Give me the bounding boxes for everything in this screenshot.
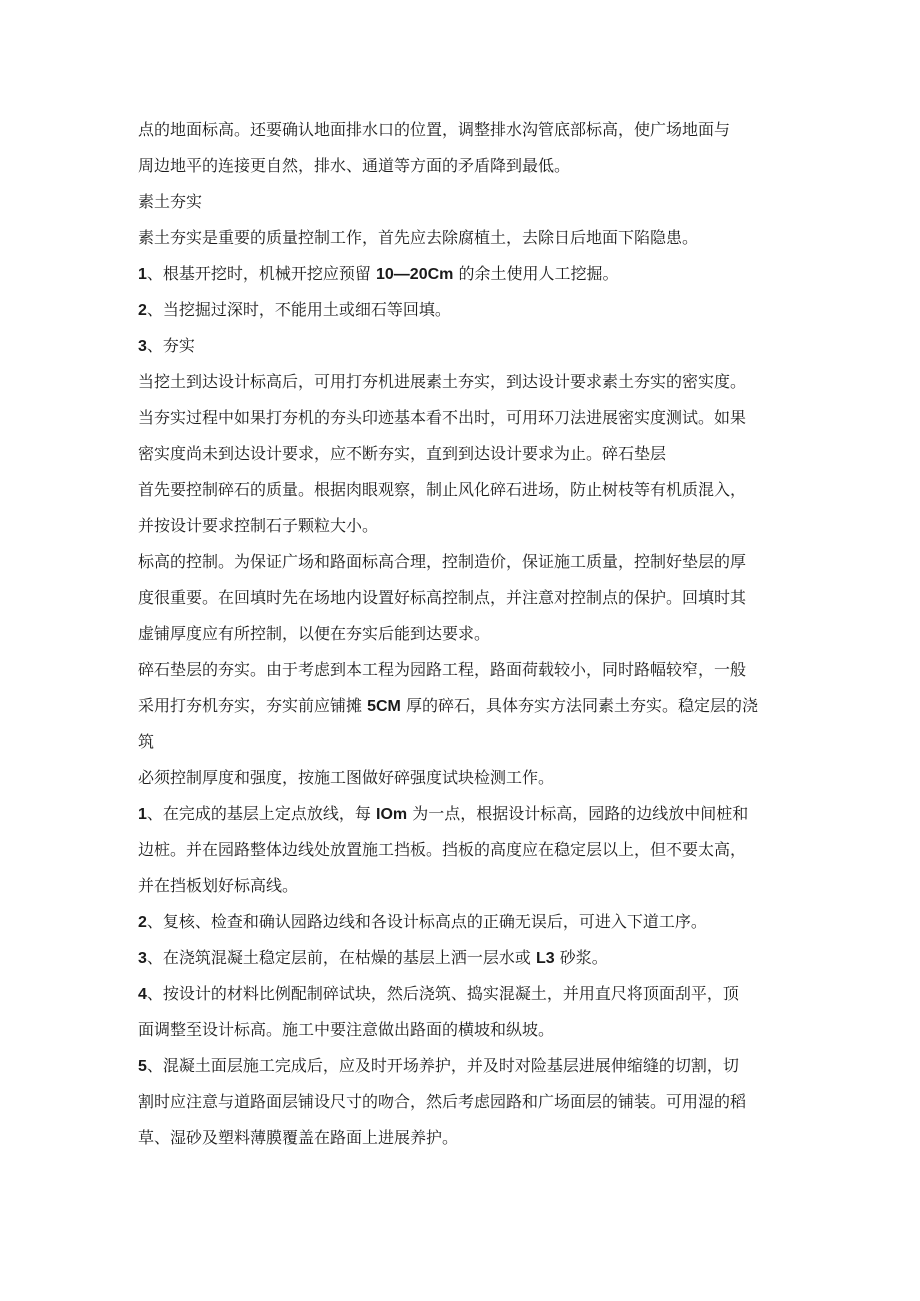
text-segment: 砂浆。 xyxy=(554,948,608,967)
item-number: 4 xyxy=(138,986,147,1003)
latin-value: L3 xyxy=(536,950,555,967)
item-number: 1 xyxy=(138,806,147,823)
text-line: 度很重要。在回填时先在场地内设置好标高控制点，并注意对控制点的保护。回填时其 xyxy=(138,588,747,607)
text-line xyxy=(138,328,798,364)
text-line: 当夯实过程中如果打夯机的夯头印迹基本看不出时，可用环刀法进展密实度测试。如果 xyxy=(138,408,747,427)
text-segment: 、在浇筑混凝土稳定层前，在枯燥的基层上洒一层水或 xyxy=(146,948,536,967)
latin-value: IOm xyxy=(376,806,408,823)
text-line: 面调整至设计标高。施工中要注意做出路面的横坡和纵坡。 xyxy=(138,1020,555,1039)
text-line: 并按设计要求控制石子颗粒大小。 xyxy=(138,516,379,535)
text-line: 虚铺厚度应有所控制，以便在夯实后能到达要求。 xyxy=(138,624,491,643)
text-line: 当挖土到达设计标高后，可用打夯机进展素土夯实，到达设计要求素土夯实的密实度。 xyxy=(138,372,747,391)
text-line: 边桩。并在园路整体边线处放置施工挡板。挡板的高度应在稳定层以上，但不要太高， xyxy=(138,840,747,859)
text-segment: 、在完成的基层上定点放线，每 xyxy=(146,804,376,823)
latin-value: 5CM xyxy=(367,698,401,715)
item-number: 2 xyxy=(138,914,147,931)
text-line: 点的地面标高。还要确认地面排水口的位置，调整排水沟管底部标高，使广场地面与 xyxy=(138,120,731,139)
text-line: 必须控制厚度和强度，按施工图做好碎强度试块检测工作。 xyxy=(138,768,555,787)
text-line xyxy=(138,292,798,328)
text-segment: 、按设计的材料比例配制碎试块，然后浇筑、捣实混凝土，并用直尺将顶面刮平，顶 xyxy=(146,984,739,1003)
text-line xyxy=(138,1048,798,1084)
item-number: 5 xyxy=(138,1058,147,1075)
text-line: 碎石垫层的夯实。由于考虑到本工程为园路工程，路面荷载较小，同时路幅较窄，一般 xyxy=(138,660,747,679)
text-line: 割时应注意与道路面层铺设尺寸的吻合，然后考虑园路和广场面层的铺装。可用湿的稻 xyxy=(138,1092,747,1111)
text-segment: 为一点，根据设计标高，园路的边线放中间桩和 xyxy=(407,804,749,823)
text-segment: 厚的碎石，具体夯实方法同素土夯实。稳定层的浇 xyxy=(400,696,758,715)
item-number: 1 xyxy=(138,266,147,283)
item-number: 3 xyxy=(138,950,147,967)
text-line xyxy=(138,256,798,292)
text-line xyxy=(138,688,798,724)
text-line: 筑 xyxy=(138,732,155,751)
text-line: 并在挡板划好标高线。 xyxy=(138,876,299,895)
text-line: 密实度尚未到达设计要求，应不断夯实，直到到达设计要求为止。碎石垫层 xyxy=(138,444,667,463)
text-segment: 、混凝土面层施工完成后，应及时开场养护，并及时对险基层进展伸缩缝的切割，切 xyxy=(146,1056,739,1075)
text-line: 标高的控制。为保证广场和路面标高合理，控制造价，保证施工质量，控制好垫层的厚 xyxy=(138,552,747,571)
text-segment: 、夯实 xyxy=(146,336,195,355)
text-line: 素土夯实 xyxy=(138,192,203,211)
text-line xyxy=(138,940,798,976)
text-line: 首先要控制碎石的质量。根据肉眼观察，制止风化碎石进场，防止树枝等有机质混入， xyxy=(138,480,747,499)
item-number: 3 xyxy=(138,338,147,355)
text-line: 周边地平的连接更自然，排水、通道等方面的矛盾降到最低。 xyxy=(138,156,571,175)
text-line: 素土夯实是重要的质量控制工作，首先应去除腐植土，去除日后地面下陷隐患。 xyxy=(138,228,699,247)
text-segment: 、当挖掘过深时，不能用土或细石等回填。 xyxy=(146,300,451,319)
text-line xyxy=(138,904,798,940)
text-segment: 、复核、检查和确认园路边线和各设计标高点的正确无误后，可进入下道工序。 xyxy=(146,912,707,931)
text-line xyxy=(138,796,798,832)
text-segment: 的余土使用人工挖掘。 xyxy=(453,264,619,283)
body-text xyxy=(138,112,798,1156)
text-segment: 采用打夯机夯实，夯实前应铺摊 xyxy=(138,696,368,715)
text-line xyxy=(138,976,798,1012)
text-line: 草、湿砂及塑料薄膜覆盖在路面上进展养护。 xyxy=(138,1128,459,1147)
text-segment: 、根基开挖时，机械开挖应预留 xyxy=(146,264,376,283)
item-number: 2 xyxy=(138,302,147,319)
latin-value: 10—20Cm xyxy=(376,266,454,283)
